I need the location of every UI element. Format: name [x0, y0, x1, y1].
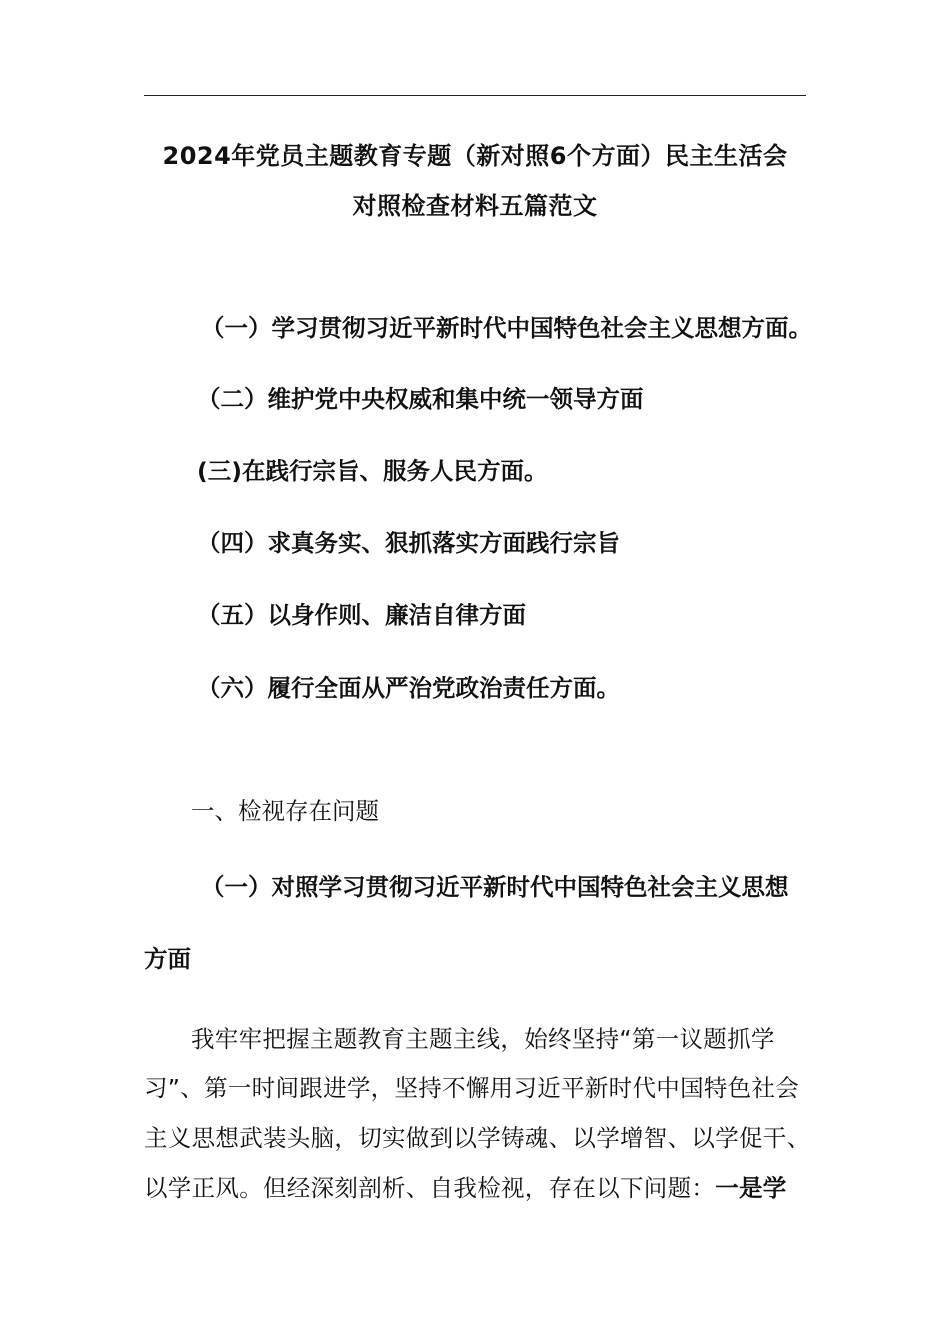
aspect-item: （六）履行全面从严治党政治责任方面。: [197, 674, 620, 702]
aspect-item: （四）求真务实、狠抓落实方面践行宗旨: [197, 529, 620, 557]
document-title-line-1: 2024年党员主题教育专题（新对照6个方面）民主生活会: [162, 142, 788, 170]
subsection-heading-line-2: 方面: [144, 945, 191, 973]
section-heading: 一、检视存在问题: [191, 797, 379, 825]
subsection-heading-line-1: （一）对照学习贯彻习近平新时代中国特色社会主义思想: [201, 873, 789, 901]
paragraph-line: 我牢牢把握主题教育主题主线，始终坚持“第一议题抓学: [191, 1025, 775, 1053]
aspect-item: （一）学习贯彻习近平新时代中国特色社会主义思想方面。: [201, 314, 812, 342]
header-rule: [144, 95, 806, 96]
aspect-item: (三)在践行宗旨、服务人民方面。: [197, 457, 548, 485]
paragraph-text: 以学正风。但经深刻剖析、自我检视，存在以下问题：: [144, 1174, 716, 1202]
paragraph-line-last: [144, 1169, 787, 1203]
paragraph-bold-lead: 一是学: [715, 1174, 787, 1202]
paragraph-line: 习”、第一时间跟进学，坚持不懈用习近平新时代中国特色社会: [144, 1074, 800, 1102]
aspect-item: （二）维护党中央权威和集中统一领导方面: [197, 385, 644, 413]
document-title-line-2: 对照检查材料五篇范文: [352, 192, 598, 220]
aspect-item: （五）以身作则、廉洁自律方面: [197, 601, 526, 629]
paragraph-line: 主义思想武装头脑，切实做到以学铸魂、以学增智、以学促干、: [144, 1124, 811, 1152]
